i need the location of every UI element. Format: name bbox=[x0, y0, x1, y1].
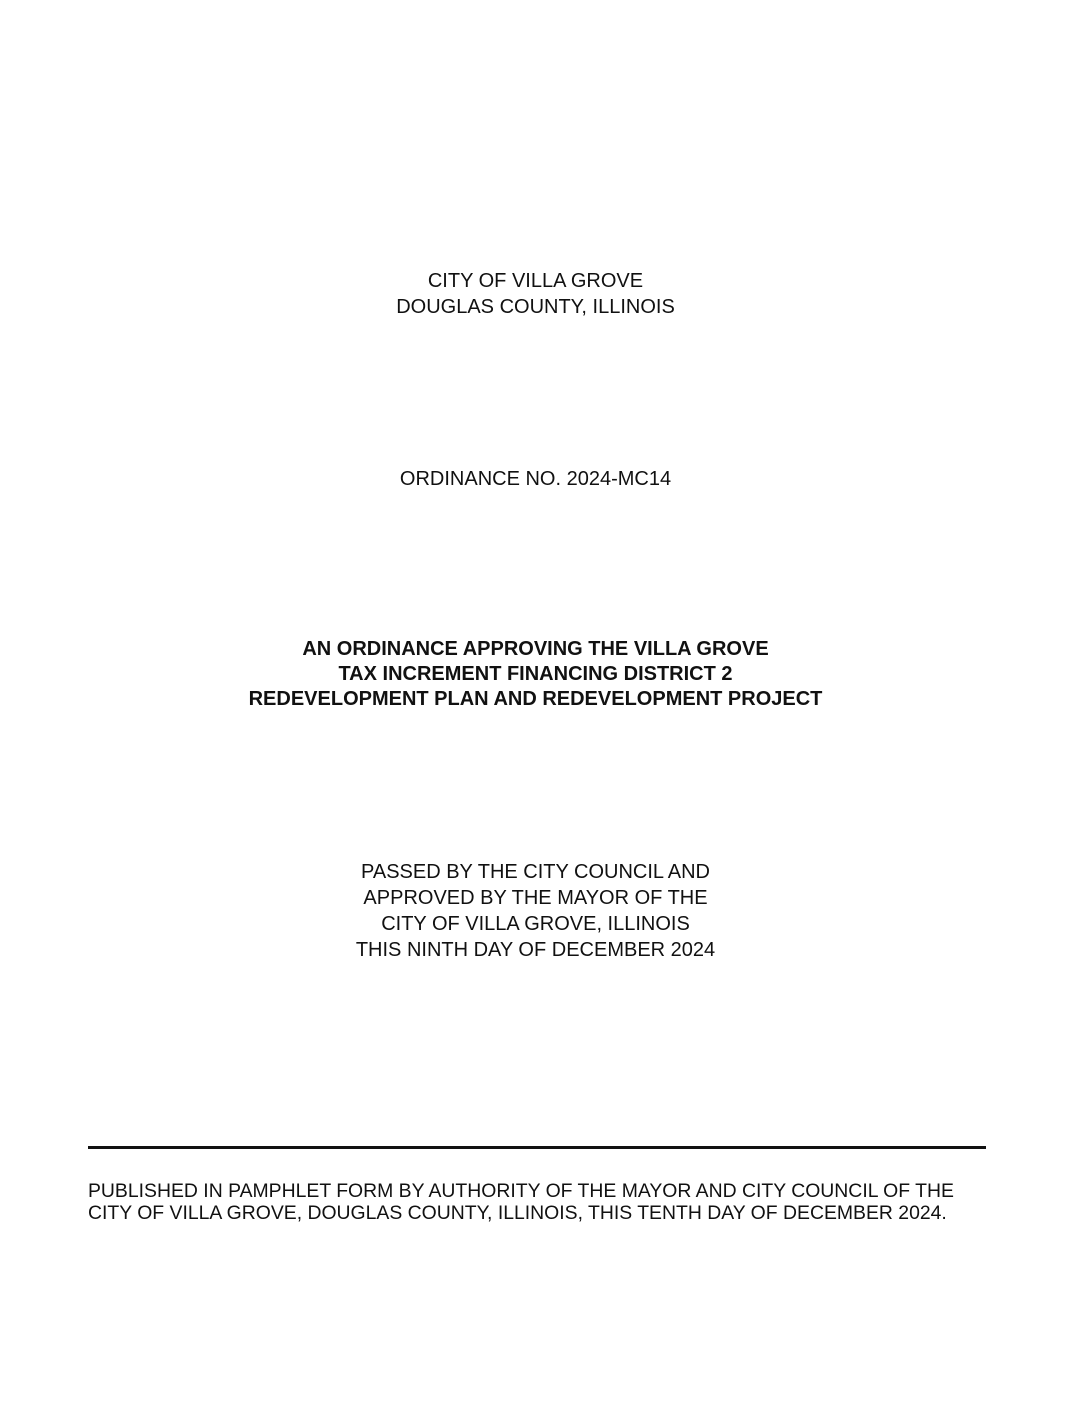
ordinance-title bbox=[0, 637, 1080, 712]
ordinance-number-text: ORDINANCE NO. 2024-MC14 bbox=[399, 468, 672, 490]
municipality-header bbox=[0, 268, 1080, 320]
publication-line-1: PUBLISHED IN PAMPHLET FORM BY AUTHORITY OF THE MAYOR AND CITY COUNCIL OF THE bbox=[88, 1180, 954, 1202]
ordinance-title-line-2: TAX INCREMENT FINANCING DISTRICT 2 bbox=[338, 663, 733, 685]
ordinance-number bbox=[0, 466, 1080, 492]
county-state: DOUGLAS COUNTY, ILLINOIS bbox=[396, 296, 675, 318]
ordinance-title-line-3: REDEVELOPMENT PLAN AND REDEVELOPMENT PROJECT bbox=[248, 688, 823, 710]
horizontal-rule bbox=[88, 1146, 986, 1149]
passage-line-3: CITY OF VILLA GROVE, ILLINOIS bbox=[381, 913, 690, 935]
ordinance-title-line-1: AN ORDINANCE APPROVING THE VILLA GROVE bbox=[302, 638, 769, 660]
publication-line-2: CITY OF VILLA GROVE, DOUGLAS COUNTY, ILLINOIS, THIS TENTH DAY OF DECEMBER 2024. bbox=[88, 1202, 947, 1224]
passage-line-1: PASSED BY THE CITY COUNCIL AND bbox=[361, 861, 710, 883]
publication-note bbox=[88, 1180, 998, 1224]
passage-statement bbox=[0, 859, 1080, 963]
passage-line-2: APPROVED BY THE MAYOR OF THE bbox=[363, 887, 708, 909]
passage-line-4: THIS NINTH DAY OF DECEMBER 2024 bbox=[355, 939, 716, 961]
city-name: CITY OF VILLA GROVE bbox=[427, 270, 644, 292]
